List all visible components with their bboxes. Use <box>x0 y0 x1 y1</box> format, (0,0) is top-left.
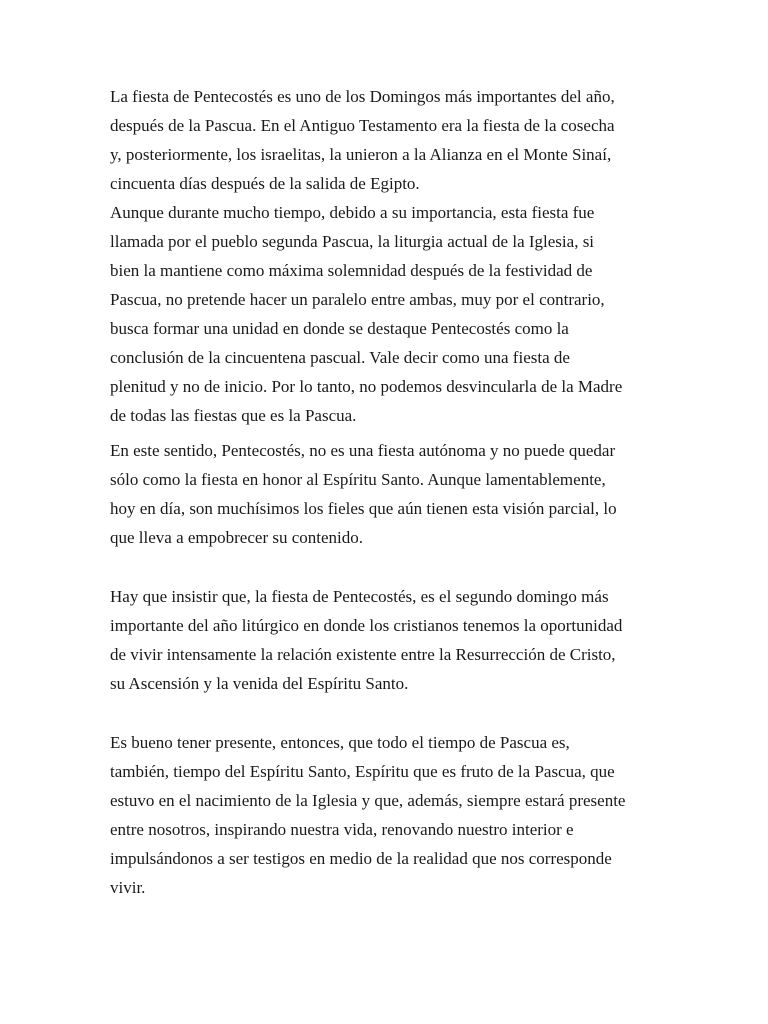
document-body <box>110 82 670 902</box>
paragraph-spacer <box>110 698 670 728</box>
text-line: hoy en día, son muchísimos los fieles que aún tienen esta visión parcial, lo <box>110 499 617 518</box>
text-line: que lleva a empobrecer su contenido. <box>110 528 364 547</box>
paragraph-4 <box>110 582 670 698</box>
text-line: importante del año litúrgico en donde los cristianos tenemos la oportunidad <box>110 616 623 635</box>
text-line: cincuenta días después de la salida de Egipto. <box>110 174 420 193</box>
paragraph-2 <box>110 198 670 430</box>
text-line: sólo como la fiesta en honor al Espíritu Santo. Aunque lamentablemente, <box>110 470 606 489</box>
text-line: después de la Pascua. En el Antiguo Testamento era la fiesta de la cosecha <box>110 116 615 135</box>
text-line: Es bueno tener presente, entonces, que todo el tiempo de Pascua es, <box>110 733 570 752</box>
paragraph-3 <box>110 436 670 552</box>
text-line: estuvo en el nacimiento de la Iglesia y que, además, siempre estará presente <box>110 791 626 810</box>
text-line: Hay que insistir que, la fiesta de Pentecostés, es el segundo domingo más <box>110 587 609 606</box>
text-line: también, tiempo del Espíritu Santo, Espíritu que es fruto de la Pascua, que <box>110 762 615 781</box>
text-line: La fiesta de Pentecostés es uno de los Domingos más importantes del año, <box>110 87 615 106</box>
text-line: En este sentido, Pentecostés, no es una fiesta autónoma y no puede quedar <box>110 441 616 460</box>
text-line: vivir. <box>110 878 146 897</box>
text-line: Pascua, no pretende hacer un paralelo entre ambas, muy por el contrario, <box>110 290 605 309</box>
paragraph-spacer <box>110 552 670 582</box>
text-line: bien la mantiene como máxima solemnidad después de la festividad de <box>110 261 593 280</box>
text-line: Aunque durante mucho tiempo, debido a su importancia, esta fiesta fue <box>110 203 595 222</box>
text-line: plenitud y no de inicio. Por lo tanto, no podemos desvincularla de la Madre <box>110 377 623 396</box>
text-line: de todas las fiestas que es la Pascua. <box>110 406 357 425</box>
text-line: conclusión de la cincuentena pascual. Vale decir como una fiesta de <box>110 348 570 367</box>
text-line: impulsándonos a ser testigos en medio de la realidad que nos corresponde <box>110 849 612 868</box>
paragraph-1 <box>110 82 670 198</box>
text-line: llamada por el pueblo segunda Pascua, la liturgia actual de la Iglesia, si <box>110 232 595 251</box>
text-line: de vivir intensamente la relación existente entre la Resurrección de Cristo, <box>110 645 616 664</box>
text-line: busca formar una unidad en donde se destaque Pentecostés como la <box>110 319 569 338</box>
text-line: entre nosotros, inspirando nuestra vida, renovando nuestro interior e <box>110 820 574 839</box>
text-line: su Ascensión y la venida del Espíritu Santo. <box>110 674 409 693</box>
text-line: y, posteriormente, los israelitas, la unieron a la Alianza en el Monte Sinaí, <box>110 145 612 164</box>
paragraph-5 <box>110 728 670 902</box>
